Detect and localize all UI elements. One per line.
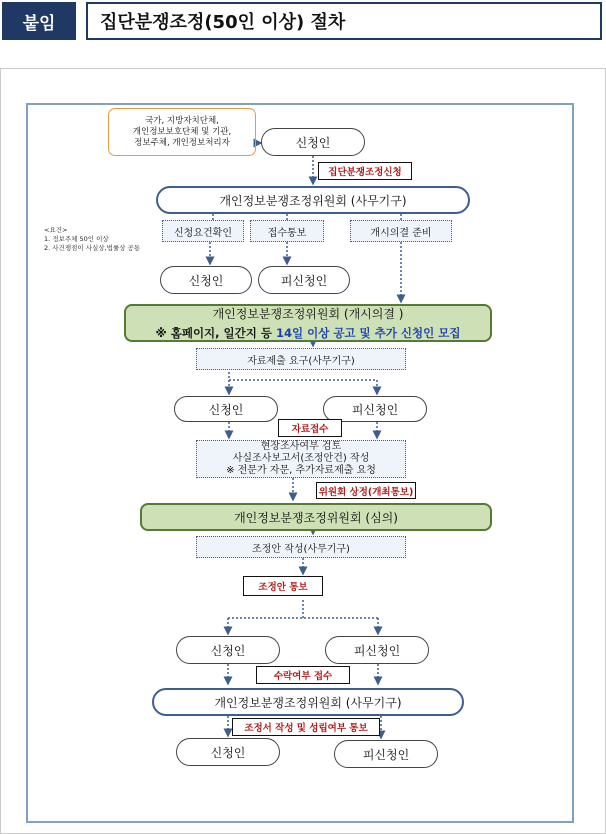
node-investigation [196, 440, 406, 478]
node-receipt-notice: 접수통보 [250, 220, 324, 242]
eligible-line-3: 정보주체, 개인정보처리자 [134, 137, 230, 148]
node-applicant-4: 신청인 [176, 636, 280, 664]
node-prepare-start: 개시의결 준비 [350, 220, 452, 242]
label-final-notice: 조정서 작성 및 성립여부 통보 [232, 718, 380, 736]
label-committee-referral: 위원회 상정(개최통보) [316, 482, 416, 499]
node-request-documents: 자료제출 요구(사무기구) [196, 348, 406, 370]
eligible-line-2: 개인정보보호단체 및 기관, [132, 126, 232, 137]
investigation-line-2: 사실조사보고서(조정안건) 작성 [232, 453, 370, 464]
node-applicant-top: 신청인 [261, 128, 365, 156]
requirements-item-1: 1. 정보주체 50인 이상 [44, 235, 109, 243]
node-respondent-5: 피신청인 [334, 740, 438, 768]
node-applicant-3: 신청인 [174, 396, 278, 422]
label-mediation-notice: 조정안 통보 [243, 576, 323, 596]
committee-start-notice [156, 325, 461, 341]
requirements-note [44, 226, 140, 253]
label-documents-received: 자료접수 [278, 419, 342, 437]
requirements-item-2: 2. 사건쟁점이 사실상,법률상 공통 [44, 244, 141, 252]
node-committee-deliberation: 개인정보분쟁조정위원회 (심의) [140, 503, 492, 531]
committee-start-notice-prefix: ※ 홈페이지, 일간지 등 [155, 326, 276, 340]
attachment-tag: 붙임 [2, 2, 76, 40]
eligible-parties-box [108, 108, 256, 156]
investigation-line-3: ※ 전문가 자문, 추가자료제출 요청 [226, 465, 376, 476]
requirements-title: <요건> [44, 226, 68, 234]
node-committee-secretariat-2: 개인정보분쟁조정위원회 (사무기구) [152, 688, 464, 716]
node-respondent-3: 피신청인 [323, 396, 427, 422]
node-respondent-2: 피신청인 [258, 266, 350, 294]
label-acceptance-received: 수락여부 접수 [256, 666, 350, 684]
investigation-line-1: 현장조사여부 검토 [260, 441, 342, 452]
committee-start-notice-highlight: 14일 이상 공고 및 추가 신청인 모집 [275, 326, 461, 340]
eligible-line-1: 국가, 지방자치단체, [145, 115, 219, 126]
node-draft-mediation: 조정안 작성(사무기구) [196, 536, 406, 558]
node-applicant-2: 신청인 [160, 266, 252, 294]
label-apply: 집단분쟁조정신청 [318, 162, 412, 180]
page-title: 집단분쟁조정(50인 이상) 절차 [86, 2, 602, 40]
node-committee-start [124, 304, 492, 342]
committee-start-title: 개인정보분쟁조정위원회 (개시의결 ) [212, 307, 404, 321]
node-respondent-4: 피신청인 [325, 636, 429, 664]
node-committee-secretariat-1: 개인정보분쟁조정위원회 (사무기구) [156, 186, 470, 214]
node-applicant-5: 신청인 [176, 738, 280, 766]
node-check-requirements: 신청요건확인 [162, 220, 244, 242]
